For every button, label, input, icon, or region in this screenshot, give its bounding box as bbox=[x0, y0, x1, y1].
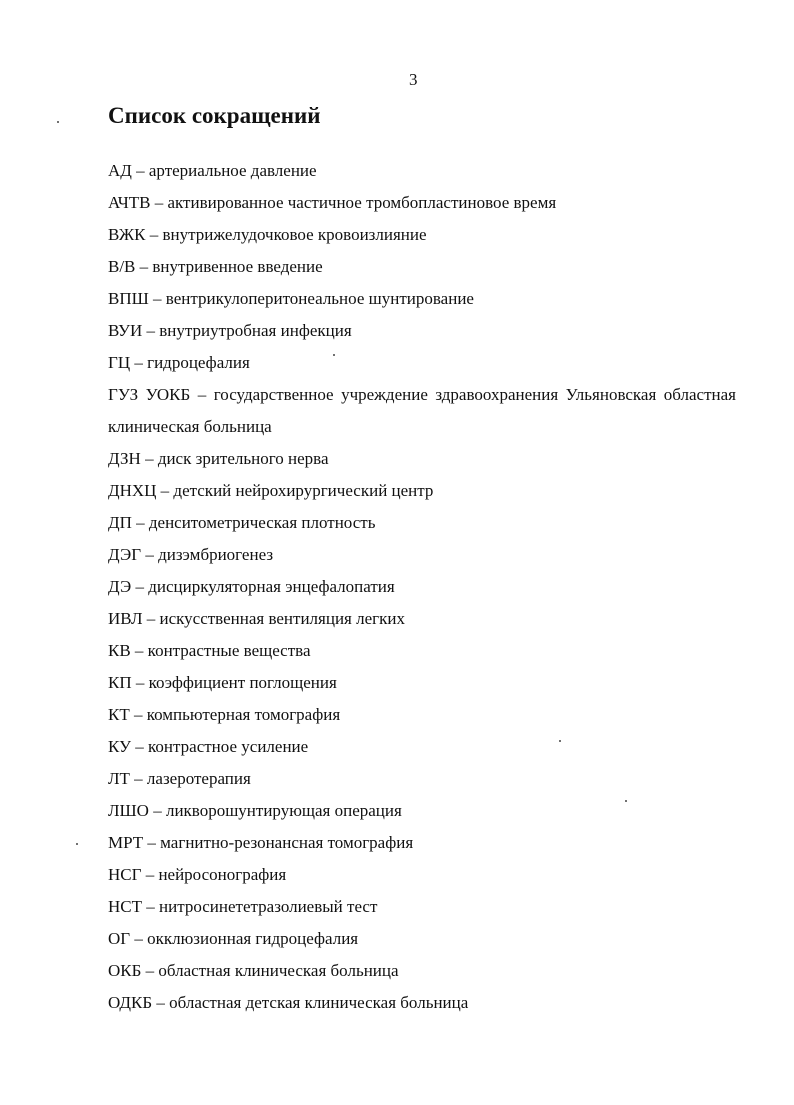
list-item: ГЦ – гидроцефалия bbox=[108, 353, 250, 372]
list-item: ГУЗ УОКБ – государственное учреждение здравоохранения Ульяновская областная клиническая больница bbox=[108, 385, 736, 436]
list-item: ДЗН – диск зрительного нерва bbox=[108, 449, 329, 468]
page-title: Список сокращений bbox=[108, 103, 321, 128]
scan-speck bbox=[625, 800, 627, 802]
scan-speck bbox=[76, 843, 78, 845]
list-item: МРТ – магнитно-резонансная томография bbox=[108, 833, 414, 852]
list-item: КТ – компьютерная томография bbox=[108, 705, 341, 724]
list-item: КП – коэффициент поглощения bbox=[108, 673, 337, 692]
list-item: АД – артериальное давление bbox=[108, 161, 317, 180]
list-item: В/В – внутривенное введение bbox=[108, 257, 323, 276]
list-item: АЧТВ – активированное частичное тромбопластиновое время bbox=[108, 193, 557, 212]
list-item: ДЭ – дисциркуляторная энцефалопатия bbox=[108, 577, 395, 596]
list-item: ЛШО – ликворошунтирующая операция bbox=[108, 801, 402, 820]
list-item: ЛТ – лазеротерапия bbox=[108, 769, 251, 788]
list-item: ОДКБ – областная детская клиническая больница bbox=[108, 993, 469, 1012]
list-item: ДНХЦ – детский нейрохирургический центр bbox=[108, 481, 434, 500]
list-item: НСТ – нитросинететразолиевый тест bbox=[108, 897, 378, 916]
list-item: ДЭГ – дизэмбриогенез bbox=[108, 545, 274, 564]
scan-speck bbox=[333, 354, 335, 356]
list-item: КВ – контрастные вещества bbox=[108, 641, 311, 660]
list-item: ВЖК – внутрижелудочковое кровоизлияние bbox=[108, 225, 427, 244]
list-item: ВПШ – вентрикулоперитонеальное шунтирование bbox=[108, 289, 474, 308]
list-item: ВУИ – внутриутробная инфекция bbox=[108, 321, 352, 340]
list-item: ОКБ – областная клиническая больница bbox=[108, 961, 399, 980]
list-item: ИВЛ – искусственная вентиляция легких bbox=[108, 609, 405, 628]
scan-speck bbox=[559, 740, 561, 742]
list-item: ДП – денситометрическая плотность bbox=[108, 513, 376, 532]
list-item: КУ – контрастное усиление bbox=[108, 737, 309, 756]
list-item: НСГ – нейросонография bbox=[108, 865, 287, 884]
scan-speck bbox=[57, 121, 59, 123]
page-number: 3 bbox=[409, 70, 418, 89]
list-item: ОГ – окклюзионная гидроцефалия bbox=[108, 929, 359, 948]
